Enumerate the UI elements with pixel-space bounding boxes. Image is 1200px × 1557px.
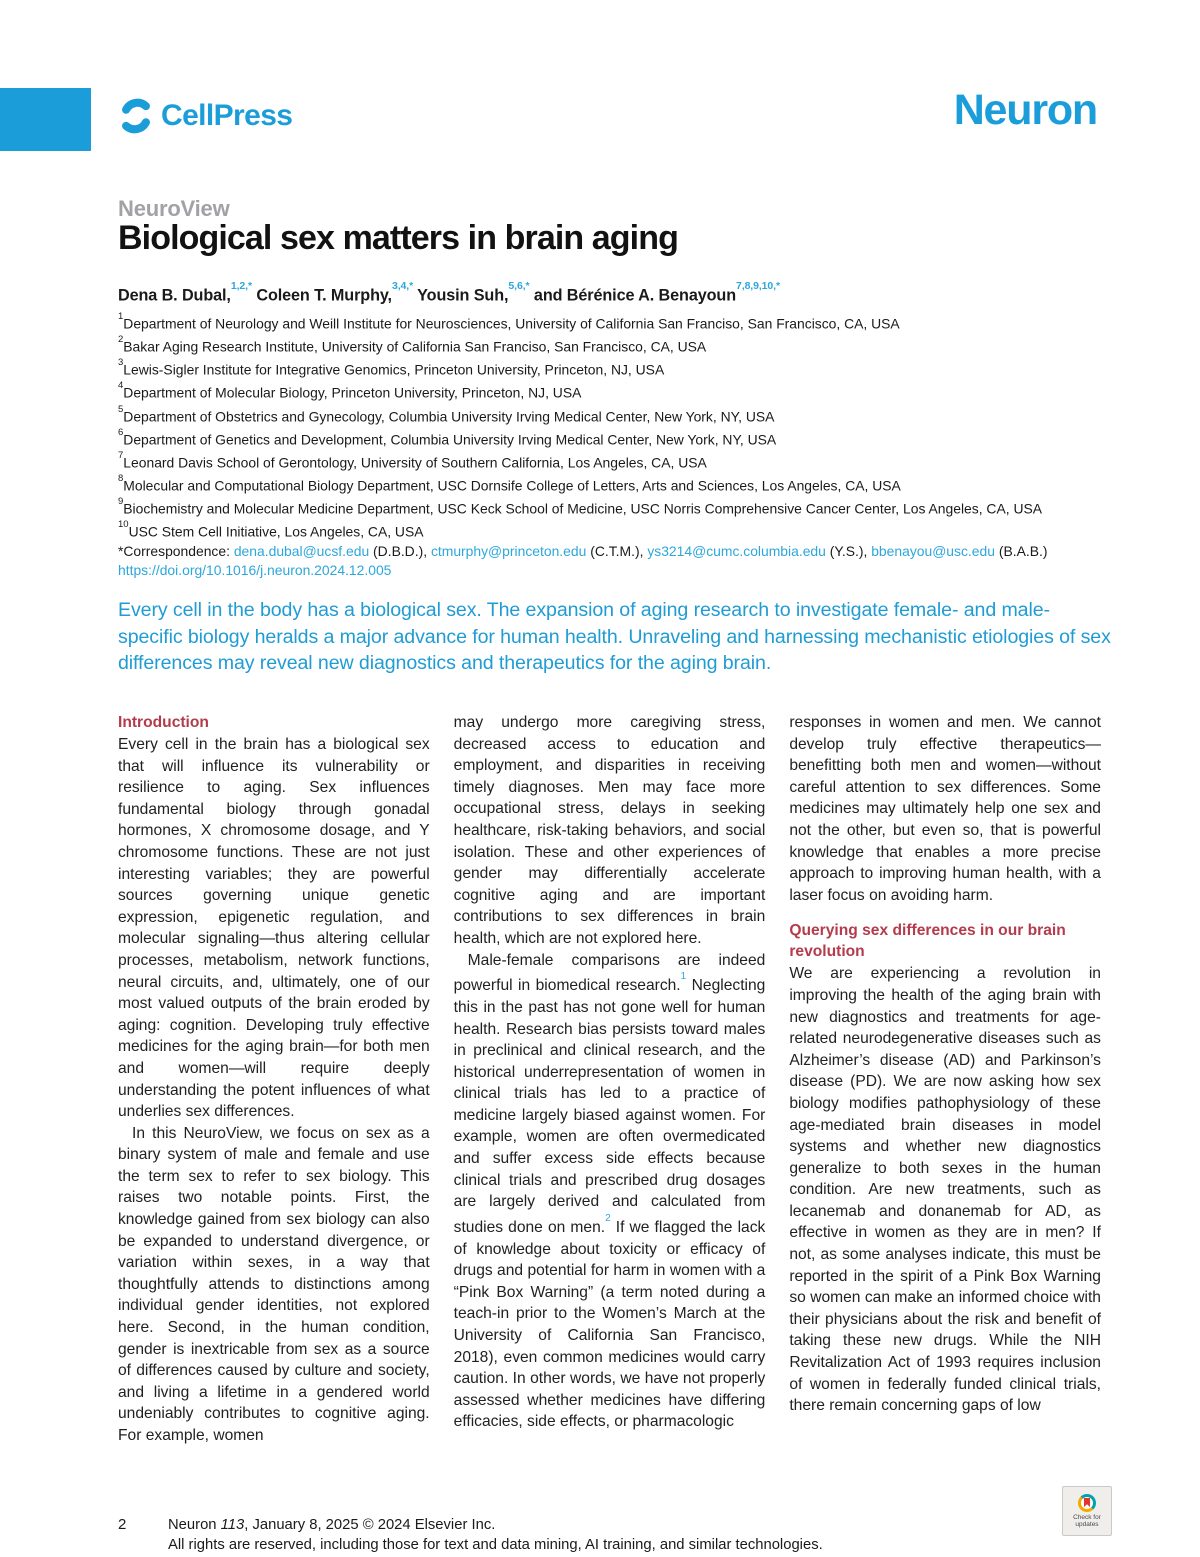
- article-meta: [118, 280, 1103, 581]
- correspondence-initials: (Y.S.),: [825, 542, 872, 559]
- affiliation-superscript: 3: [118, 357, 124, 369]
- affiliation-superscript: 6: [118, 426, 124, 438]
- affiliation-superscript: 4: [118, 380, 124, 392]
- journal-wordmark: Neuron: [953, 86, 1097, 134]
- affiliation-item: [118, 450, 1103, 473]
- affiliation-item: [118, 380, 1103, 403]
- author-name: Coleen T. Murphy,: [251, 286, 392, 305]
- affiliation-superscript: 7: [118, 449, 124, 461]
- author-name: Yousin Suh,: [413, 286, 509, 305]
- affiliation-text: Leonard Davis School of Gerontology, University of Southern California, Los Angeles, CA, USA: [123, 454, 707, 471]
- citation-line: [168, 1516, 823, 1536]
- affiliation-item: [118, 334, 1103, 357]
- author-affiliation-superscript[interactable]: 3,4,*: [391, 280, 414, 292]
- affiliation-item: [118, 519, 1103, 542]
- affiliation-item: [118, 357, 1103, 380]
- affiliation-text: Lewis-Sigler Institute for Integrative Genomics, Princeton University, Princeton, NJ, USA: [123, 362, 665, 379]
- correspondence-initials: (D.B.D.),: [369, 542, 431, 559]
- affiliation-text: Molecular and Computational Biology Department, USC Dornsife College of Letters, Arts and Sciences, Los Angeles, CA, USA: [123, 477, 901, 494]
- section-heading: Introduction: [118, 714, 209, 731]
- affiliation-text: Department of Obstetrics and Gynecology, Columbia University Irving Medical Center, New York, NY, USA: [123, 408, 775, 425]
- citation-date-copyright: , January 8, 2025 © 2024 Elsevier Inc.: [244, 1517, 496, 1533]
- affiliation-text: Biochemistry and Molecular Medicine Department, USC Keck School of Medicine, USC Norris Comprehensive Cancer Center, Los Angeles, CA, USA: [123, 500, 1043, 517]
- correspondence-line: [118, 542, 1103, 561]
- author-affiliation-superscript[interactable]: 7,8,9,10,*: [736, 280, 780, 292]
- author-list: [118, 280, 1103, 305]
- affiliation-text: Department of Neurology and Weill Institute for Neurosciences, University of California San Franciso, San Francisco, CA, USA: [123, 316, 900, 333]
- crossmark-icon: [1078, 1494, 1096, 1512]
- bookmark-icon: [1084, 1498, 1090, 1507]
- author-affiliation-superscript[interactable]: 5,6,*: [508, 280, 530, 292]
- affiliation-list: [118, 311, 1103, 541]
- author-affiliation-superscript[interactable]: 1,2,*: [230, 280, 252, 292]
- affiliation-text: USC Stem Cell Initiative, Los Angeles, CA, USA: [128, 523, 424, 540]
- correspondence-initials: (B.A.B.): [994, 542, 1048, 559]
- article-title: Biological sex matters in brain aging: [118, 219, 678, 257]
- affiliation-superscript: 9: [118, 495, 124, 507]
- check-for-updates-badge[interactable]: [1062, 1486, 1112, 1536]
- body-paragraph: Every cell in the brain has a biological sex that will influence its vulnerability or resilience to aging. Sex influences fundamental biology through gonadal hormones, X chromosome dosage, and Y chromosome functions. These are not just interesting variables; they are powerful sources governing unique genetic expression, epigenetic regulation, and molecular signaling—thus altering cellular processes, metabolism, network functions, neural circuits, and, ultimately, one of our most valued outputs of the brain eroded by aging: cognition. Developing truly effective medicines for the aging brain—for both men and women—will require deeply understanding the potent influences of what underlies sex differences.: [118, 736, 430, 1121]
- author-name: Dena B. Dubal,: [118, 286, 231, 305]
- affiliation-item: [118, 311, 1103, 334]
- body-paragraph: In this NeuroView, we focus on sex as a binary system of male and female and use the term sex to refer to sex biology. This raises two notable points. First, the knowledge gained from sex biology can also be expanded to understand divergence, or variation within sexes, in a way that thoughtfully attends to distinctions among individual gender identities, not explored here. Second, in the human condition, gender is inextricable from sex as a source of differences caused by culture and society, and living a lifetime in a gendered world undeniably contributes to cognitive aging. For example, women: [118, 1124, 430, 1444]
- correspondence-email-link[interactable]: bbenayou@usc.edu: [871, 542, 995, 559]
- text-column: [454, 712, 766, 1447]
- body-paragraph: We are experiencing a revolution in improving the health of the aging brain with new diagnostics and treatments for age-related neurodegenerative diseases such as Alzheimer’s disease (AD) and Parkinson’s disease (PD). We are now asking how sex biology modifies pathophysiology of these age-mediated brain diseases in model systems and whether new diagnostics generalize to both sexes in the human condition. Are new treatments, such as lecanemab and donanemab for AD, as effective in women as they are in men? If not, as some analyses indicate, this must be reported in the spirit of a Pink Box Warning so women can make an informed choice with their physicians about the risk and benefit of taking these new drugs. While the NIH Revitalization Act of 1993 requires inclusion of women in federally funded clinical trials, there remain concerning gaps of low: [789, 965, 1101, 1415]
- affiliation-item: [118, 496, 1103, 519]
- body-paragraph: may undergo more caregiving stress, decreased access to education and employment, and disparities in receiving timely diagnoses. Men may face more occupational stress, delays in seeking healthcare, risk-taking behaviors, and social isolation. These and other experiences of gender may differentially accelerate cognitive aging and are important contributions to sex differences in brain health, which are not explored here.: [453, 714, 766, 947]
- affiliation-item: [118, 404, 1103, 427]
- citation-reference[interactable]: 2: [605, 1212, 611, 1224]
- correspondence-initials: (C.T.M.),: [586, 542, 648, 559]
- author-name: and Bérénice A. Benayoun: [529, 286, 737, 305]
- page-edge-accent-bar: [0, 88, 91, 151]
- citation-journal: Neuron: [168, 1517, 221, 1533]
- cellpress-logo-icon: [118, 98, 154, 134]
- correspondence-email-link[interactable]: ys3214@cumc.columbia.edu: [647, 542, 826, 559]
- teaser-abstract: Every cell in the body has a biological sex. The expansion of aging research to investigate female- and male-specific biology heralds a major advance for human health. Unraveling and harnessing mechanistic etiologies of sex differences may reveal new diagnostics and therapeutics for the aging brain.: [118, 599, 1111, 675]
- body-paragraph: Male-female comparisons are indeed powerful in biomedical research.$^1$ Neglecting this in the past has not gone well for human health. Research bias persists toward males in preclinical and clinical research, and the historical underrepresentation of women in clinical trials has led to a practice of medicine largely biased against women. For example, women are often overmedicated and suffer excess side effects because clinical trials and prescribed drug dosages are largely derived and calculated from studies done on men.$^2$ If we flagged the lack of knowledge about toxicity or efficacy of drugs and potential for harm in women with a “Pink Box Warning” (a term noted during a teach-in prior to the Women’s March at the University of California San Francisco, 2018), even common medicines would carry caution. In other words, we have not properly assessed whether medicines have differing efficacies, side effects, or pharmacologic: [453, 951, 766, 1431]
- citation-volume: 113: [220, 1517, 245, 1533]
- citation-reference[interactable]: 1: [680, 971, 687, 983]
- affiliation-superscript: 10: [118, 518, 129, 530]
- correspondence-email-link[interactable]: dena.dubal@ucsf.edu: [233, 542, 370, 559]
- page-number: 2: [118, 1516, 127, 1533]
- affiliation-item: [118, 473, 1103, 496]
- cellpress-logo-text: CellPress: [161, 99, 293, 132]
- article-type-label: NeuroView: [118, 196, 230, 221]
- doi-line: [118, 561, 1103, 580]
- affiliation-item: [118, 427, 1103, 450]
- affiliation-text: Bakar Aging Research Institute, University of California San Franciso, San Francisco, CA, USA: [123, 339, 707, 356]
- correspondence-label: *Correspondence:: [118, 542, 234, 559]
- cellpress-logo: [118, 98, 292, 134]
- affiliation-superscript: 2: [118, 334, 124, 346]
- text-column: [118, 712, 430, 1447]
- footer-citation: [168, 1516, 823, 1555]
- affiliation-superscript: 5: [118, 403, 124, 415]
- body-columns: [118, 712, 1101, 1447]
- text-column: [789, 712, 1101, 1447]
- affiliation-superscript: 1: [118, 311, 124, 323]
- doi-link[interactable]: https://doi.org/10.1016/j.neuron.2024.12.005: [118, 562, 392, 579]
- badge-label-line1: Check for: [1073, 1513, 1101, 1521]
- affiliation-text: Department of Genetics and Development, Columbia University Irving Medical Center, New York, NY, USA: [123, 431, 777, 448]
- section-heading: Querying sex differences in our brain revolution: [789, 922, 1066, 961]
- correspondence-email-link[interactable]: ctmurphy@princeton.edu: [430, 542, 587, 559]
- affiliation-text: Department of Molecular Biology, Princeton University, Princeton, NJ, USA: [123, 385, 582, 402]
- body-paragraph: responses in women and men. We cannot develop truly effective therapeutics—benefitting both men and women—without careful attention to sex differences. Some medicines may ultimately help one sex and not the other, but even so, that is powerful knowledge that enables a more precise approach to improving human health, with a laser focus on avoiding harm.: [789, 714, 1101, 904]
- badge-label-line2: updates: [1075, 1521, 1099, 1528]
- affiliation-superscript: 8: [118, 472, 124, 484]
- rights-statement: All rights are reserved, including those for text and data mining, AI training, and similar technologies.: [168, 1536, 823, 1553]
